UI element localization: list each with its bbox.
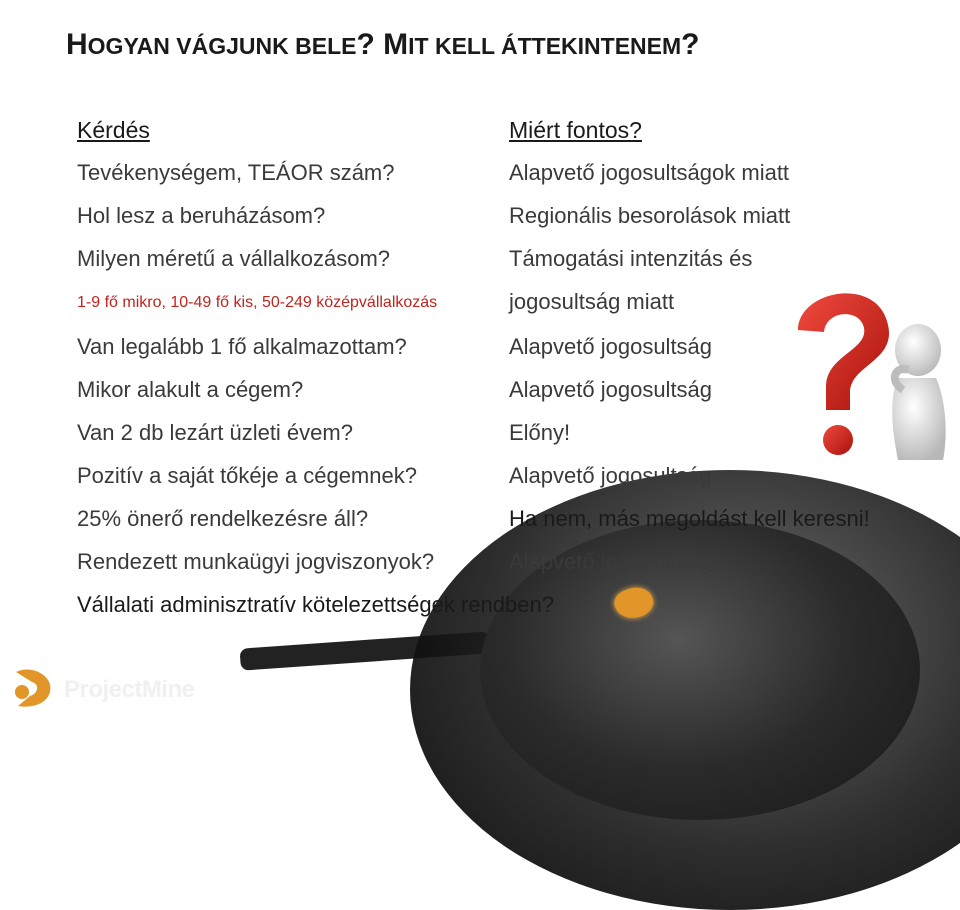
question-item: Pozitív a saját tőkéje a cégemnek? (77, 463, 417, 488)
left-header: Kérdés (77, 117, 150, 143)
question-item: Van legalább 1 fő alkalmazottam? (77, 334, 407, 359)
question-item: Tevékenységem, TEÁOR szám? (77, 160, 395, 185)
size-note: 1-9 fő mikro, 10-49 fő kis, 50-249 középvállalkozás (77, 294, 438, 311)
question-mark-figure-icon (768, 270, 958, 465)
answer-item: Alapvető jogosultság (509, 334, 713, 359)
question-item: Rendezett munkaügyi jogviszonyok? (77, 549, 435, 574)
slide-title: HOGYAN VÁGJUNK BELE? MIT KELL ÁTTEKINTENEM? (66, 28, 700, 61)
answer-item: Alapvető jogosultság (509, 463, 713, 488)
answer-item: Ha nem, más megoldást kell keresni! (509, 506, 870, 531)
answer-item: Regionális besorolások miatt (509, 203, 791, 228)
question-item: 25% önerő rendelkezésre áll? (77, 506, 369, 531)
question-item: Vállalati adminisztratív kötelezettségek rendben? (77, 592, 554, 617)
right-header: Miért fontos? (509, 117, 642, 143)
question-item: Milyen méretű a vállalkozásom? (77, 246, 391, 271)
answer-item: Előny! (509, 420, 571, 445)
answer-item: Alapvető jogosultság (509, 377, 713, 402)
question-item: Van 2 db lezárt üzleti évem? (77, 420, 353, 445)
answer-item: jogosultság miatt (509, 289, 675, 314)
answer-item: Alapvető jogosultságok miatt (509, 160, 790, 185)
question-item: Mikor alakult a cégem? (77, 377, 304, 402)
question-item: Hol lesz a beruházásom? (77, 203, 326, 228)
logo-text: ProjectMine (64, 676, 195, 703)
answer-item: Alapvető jogosultság (509, 549, 713, 574)
answer-item: Támogatási intenzitás és (509, 246, 753, 271)
